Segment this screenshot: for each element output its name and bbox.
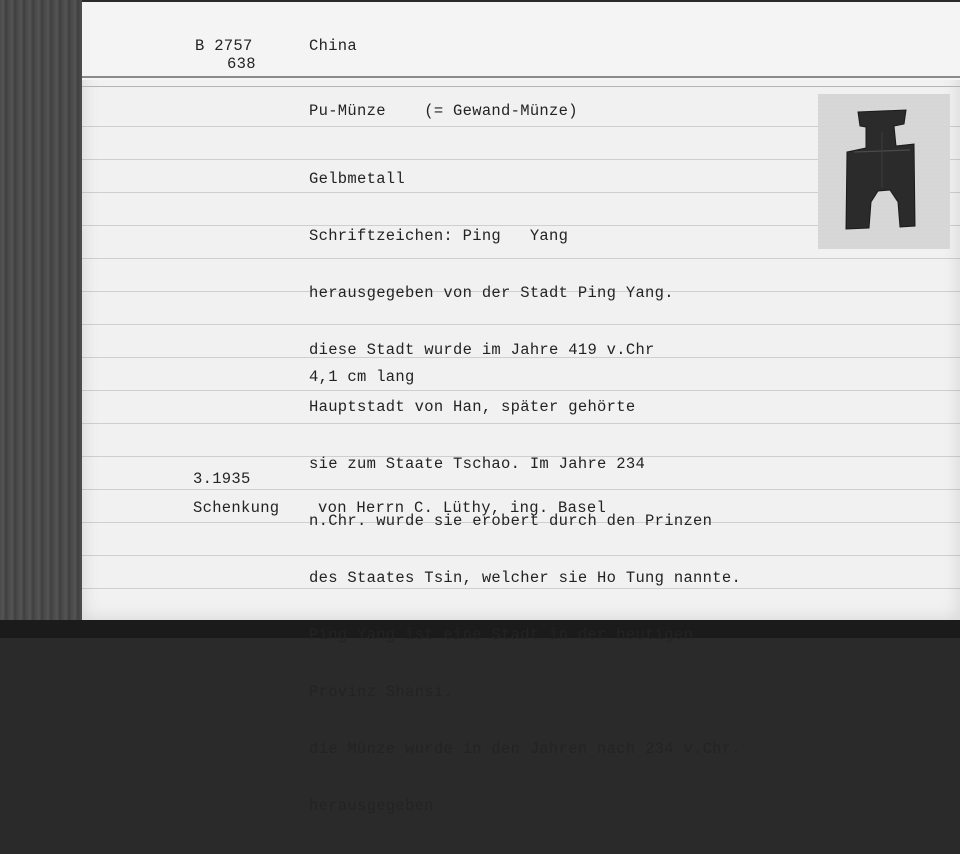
donor: von Herrn C. Lüthy, ing. Basel bbox=[318, 499, 607, 517]
index-card bbox=[82, 2, 960, 815]
description-block bbox=[309, 132, 741, 854]
acquisition-date: 3.1935 bbox=[193, 470, 251, 488]
description-line: Schriftzeichen: Ping Yang bbox=[309, 227, 569, 245]
country: China bbox=[309, 37, 358, 55]
description-line: diese Stadt wurde im Jahre 419 v.Chr bbox=[309, 341, 655, 359]
description-line: herausgegeben bbox=[309, 797, 434, 815]
description-line: herausgegeben von der Stadt Ping Yang. bbox=[309, 284, 674, 302]
description-line: Ping Yang ist eine Stadt in der heutigen bbox=[309, 626, 694, 644]
description-line: n.Chr. wurde sie erobert durch den Prinzen bbox=[309, 512, 713, 530]
description-line: Hauptstadt von Han, später gehörte bbox=[309, 398, 636, 416]
description-line: Gelbmetall bbox=[309, 170, 406, 188]
object-title: Pu-Münze (= Gewand-Münze) bbox=[309, 102, 578, 120]
spade-coin-icon bbox=[818, 94, 950, 249]
description-line: die Münze wurde in den Jahren nach 234 v.Chr. bbox=[309, 740, 742, 758]
header-rule-secondary bbox=[82, 86, 960, 87]
description-line: sie zum Staate Tschao. Im Jahre 234 bbox=[309, 455, 646, 473]
coin-photo bbox=[818, 94, 950, 249]
sub-number: 638 bbox=[227, 55, 256, 73]
object-size: 4,1 cm lang bbox=[309, 368, 415, 386]
inventory-number: B 2757 bbox=[195, 37, 253, 55]
header-rule bbox=[82, 76, 960, 78]
description-line: des Staates Tsin, welcher sie Ho Tung nannte. bbox=[309, 569, 742, 587]
backdrop-left bbox=[0, 0, 82, 638]
acquisition-type: Schenkung bbox=[193, 499, 280, 517]
description-line: Provinz Shansi. bbox=[309, 683, 454, 701]
